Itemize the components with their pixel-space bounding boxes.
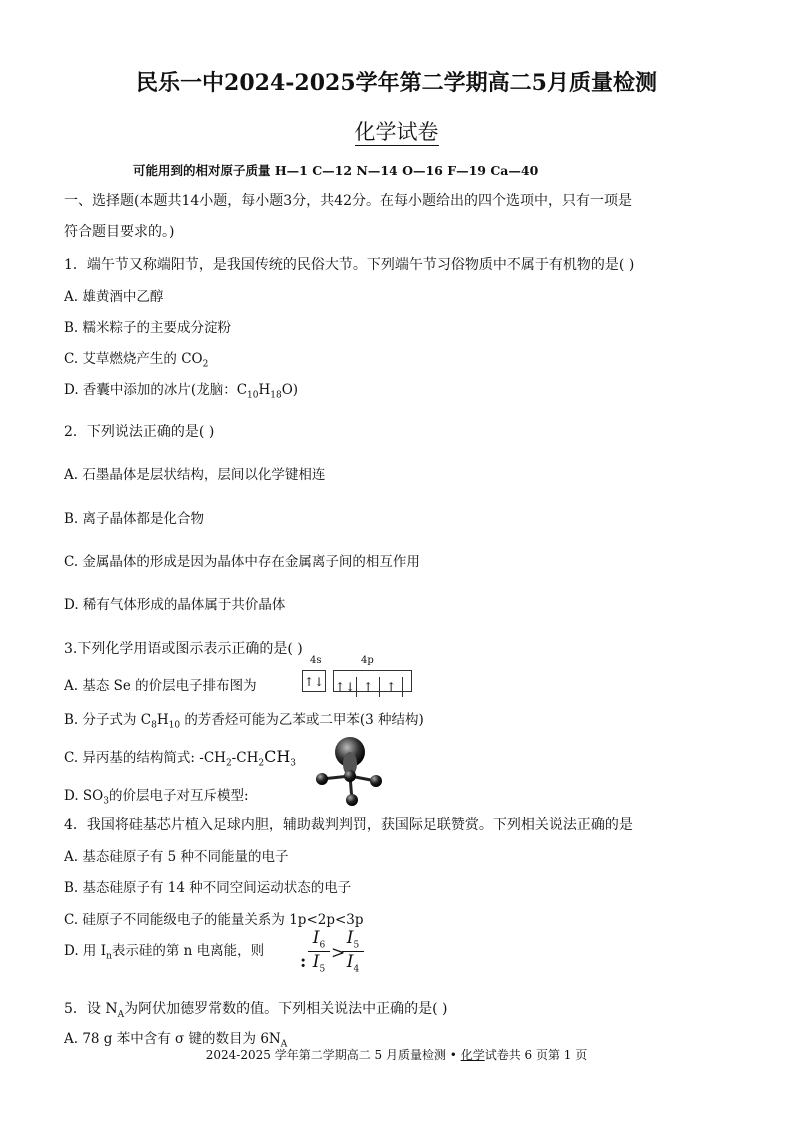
q1-option-a: A. 雄黄酒中乙醇	[64, 289, 164, 305]
question-1-stem: 1．端午节又称端阳节，是我国传统的民俗大节。下列端午节习俗物质中不属于有机物的是( )	[64, 257, 635, 273]
page-title: 民乐一中2024-2025学年第二学期高二5月质量检测	[136, 70, 657, 96]
question-3-stem: 3.下列化学用语或图示表示正确的是( )	[64, 641, 303, 657]
orbital-4p-boxes	[333, 670, 412, 692]
question-4-stem: 4．我国将硅基芯片植入足球内胆，辅助裁判判罚，获国际足联赞赏。下列相关说法正确的是	[64, 817, 633, 833]
q3-option-a: A. 基态 Se 的价层电子排布图为	[64, 678, 257, 694]
question-5-stem: 5．设 $N_A$为阿伏加德罗常数的值。下列相关说法中正确的是( )	[64, 1001, 448, 1020]
q3-option-d: D. $SO_3$的价层电子对互斥模型:	[64, 788, 249, 807]
fraction-operator: >	[331, 943, 346, 963]
q1-option-d: D. 香囊中添加的冰片(龙脑：$C_{10}H_{18}O$)	[64, 382, 299, 401]
q1-option-c: C. 艾草燃烧产生的 $CO_2$	[64, 351, 209, 370]
q3-option-b: B. 分子式为 $C_8H_{10}$ 的芳香烃可能为乙苯或二甲苯(3 种结构)	[64, 712, 424, 731]
orbital-4s-box: ↑↓	[302, 670, 326, 692]
vsepr-model-image	[312, 734, 388, 808]
orbital-4p-box	[403, 671, 411, 691]
orbital-4p-box: ↑	[357, 677, 380, 697]
page-footer: 2024-2025 学年第二学期高二 5 月质量检测 • 化学试卷共 6 页第 1 页	[205, 1048, 588, 1062]
question-2-stem: 2．下列说法正确的是( )	[64, 424, 215, 440]
page-subtitle: 化学试卷	[354, 120, 439, 144]
q4-option-c: C. 硅原子不同能级电子的能量关系为 1p<2p<3p	[64, 912, 364, 928]
fraction-left: $I_6$ $I_5$	[308, 928, 330, 975]
q2-option-d: D. 稀有气体形成的晶体属于共价晶体	[64, 597, 286, 613]
section-heading: 一、选择题(本题共14小题，每小题3分，共42分。在每小题给出的四个选项中，只有一项是	[64, 193, 632, 209]
q4-option-d: D. 用 $I_n$表示硅的第 n 电离能，则	[64, 943, 265, 962]
fraction-right: $I_5$ $I_4$	[342, 928, 364, 975]
atomic-masses: 可能用到的相对原子质量 H—1 C—12 N—14 O—16 F—19 Ca—40	[133, 163, 539, 178]
q5-option-a: A. 78 g 苯中含有 σ 键的数目为 $6N_A$	[64, 1031, 288, 1050]
orbital-4p-box: ↑↓	[334, 677, 357, 697]
orbital-diagram	[302, 670, 412, 692]
q2-option-c: C. 金属晶体的形成是因为晶体中存在金属离子间的相互作用	[64, 554, 420, 570]
orbital-label-4s: 4s	[310, 655, 322, 666]
q2-option-b: B. 离子晶体都是化合物	[64, 511, 205, 527]
q1-option-b: B. 糯米粽子的主要成分淀粉	[64, 320, 232, 336]
orbital-4p-box: ↑	[380, 677, 403, 697]
section-heading-cont: 符合题目要求的。)	[64, 224, 175, 240]
q3-option-c: C. 异丙基的结构简式: $-CH_2-CH_2CH_3$	[64, 747, 297, 769]
q4-option-a: A. 基态硅原子有 5 种不同能量的电子	[64, 849, 289, 865]
q4-option-b: B. 基态硅原子有 14 种不同空间运动状态的电子	[64, 880, 352, 896]
q2-option-a: A. 石墨晶体是层状结构，层间以化学键相连	[64, 467, 326, 483]
orbital-label-4p: 4p	[361, 655, 374, 666]
